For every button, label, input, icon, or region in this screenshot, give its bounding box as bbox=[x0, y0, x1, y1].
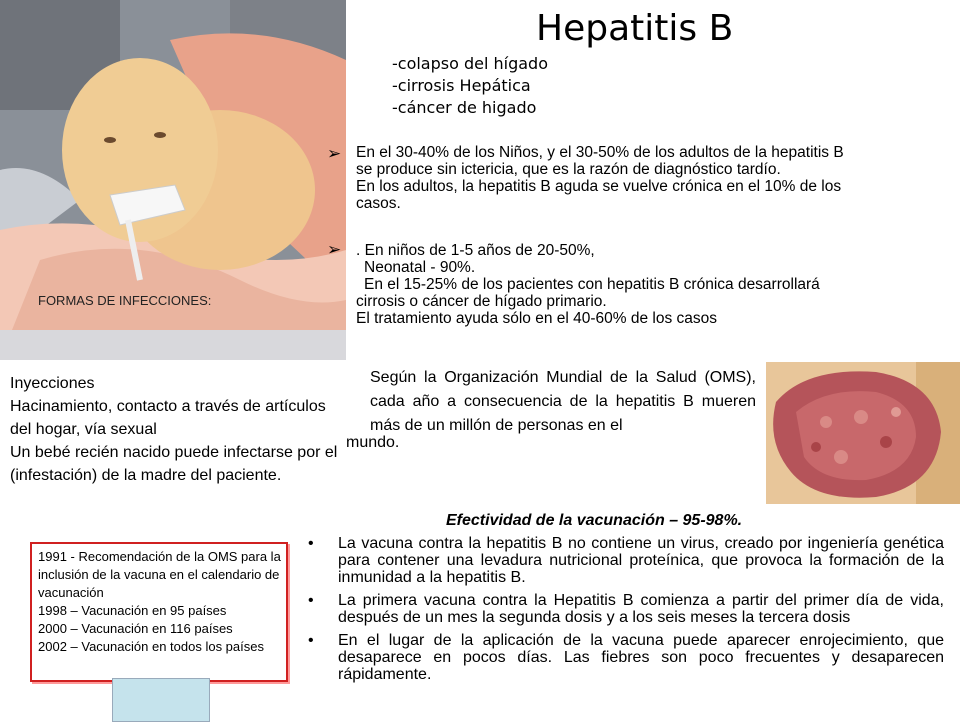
text-line: casos. bbox=[356, 195, 401, 212]
timeline-entry: 1998 – Vacunación en 95 países bbox=[38, 603, 227, 618]
complication-item: -cáncer de higado bbox=[392, 98, 537, 117]
vaccination-timeline-box bbox=[30, 542, 288, 682]
dot-bullet-icon: • bbox=[308, 592, 314, 609]
list-item-text: La vacuna contra la hepatitis B no contiene un virus, creado por ingeniería genética para contener una levadura nutricional proteínica, que provoca la formación de la inmunidad a la hepatitis B. bbox=[338, 535, 944, 586]
text-line: se produce sin ictericia, que es la razón de diagnóstico tardío. bbox=[356, 161, 781, 178]
oms-paragraph-end: mundo. bbox=[346, 434, 400, 451]
text-line: Neonatal - 90%. bbox=[364, 259, 476, 276]
text-line: cirrosis o cáncer de hígado primario. bbox=[356, 293, 607, 310]
list-item-text: En el lugar de la aplicación de la vacuna puede aparecer enrojecimiento, que desaparece en pocos días. Las fiebres son poco frecuentes y desaparecen rápidamente. bbox=[338, 632, 944, 683]
vaccination-title: Efectividad de la vacunación – 95-98%. bbox=[446, 512, 743, 529]
dot-bullet-icon: • bbox=[308, 632, 314, 649]
timeline-entry: 2002 – Vacunación en todos los países bbox=[38, 639, 264, 654]
list-item bbox=[308, 592, 944, 626]
bullet-paragraph-2 bbox=[356, 242, 946, 327]
timeline-entry: 2000 – Vacunación en 116 países bbox=[38, 621, 233, 636]
text-line: En el 30-40% de los Niños, y el 30-50% de los adultos de la hepatitis B bbox=[356, 144, 844, 161]
oms-paragraph: Según la Organización Mundial de la Salud (OMS), cada año a consecuencia de la hepatitis B mueren más de un millón de personas en el bbox=[370, 369, 756, 434]
text-line: El tratamiento ayuda sólo en el 40-60% de los casos bbox=[356, 310, 718, 327]
decorative-box bbox=[112, 678, 210, 722]
page-title: Hepatitis B bbox=[536, 8, 734, 49]
infection-routes bbox=[10, 372, 350, 487]
liver-photo bbox=[766, 362, 960, 504]
arrow-bullet-icon: ➢ bbox=[327, 240, 342, 259]
route-line: Inyecciones bbox=[10, 375, 95, 392]
list-item bbox=[308, 632, 944, 683]
timeline-entry: 1991 - Recomendación de la OMS para la inclusión de la vacuna en el calendario de vacunación bbox=[38, 549, 281, 600]
list-item bbox=[308, 535, 944, 586]
infection-forms-label: FORMAS DE INFECCIONES: bbox=[38, 293, 212, 308]
text-line: . En niños de 1-5 años de 20-50%, bbox=[356, 242, 595, 259]
route-line: Hacinamiento, contacto a través de artículos del hogar, vía sexual bbox=[10, 398, 326, 438]
vaccination-list bbox=[308, 535, 944, 689]
bullet-paragraph-1 bbox=[356, 144, 946, 212]
arrow-bullet-icon: ➢ bbox=[327, 144, 342, 163]
list-item-text: La primera vacuna contra la Hepatitis B comienza a partir del primer día de vida, después de un mes la segunda dosis y a los seis meses la tercera dosis bbox=[338, 592, 944, 626]
text-line: En el 15-25% de los pacientes con hepatitis B crónica desarrollará bbox=[364, 276, 820, 293]
complication-item: -cirrosis Hepática bbox=[392, 76, 531, 95]
route-line: Un bebé recién nacido puede infectarse por el (infestación) de la madre del paciente. bbox=[10, 444, 338, 484]
dot-bullet-icon: • bbox=[308, 535, 314, 552]
text-line: En los adultos, la hepatitis B aguda se vuelve crónica en el 10% de los bbox=[356, 178, 842, 195]
complication-item: -colapso del hígado bbox=[392, 54, 548, 73]
